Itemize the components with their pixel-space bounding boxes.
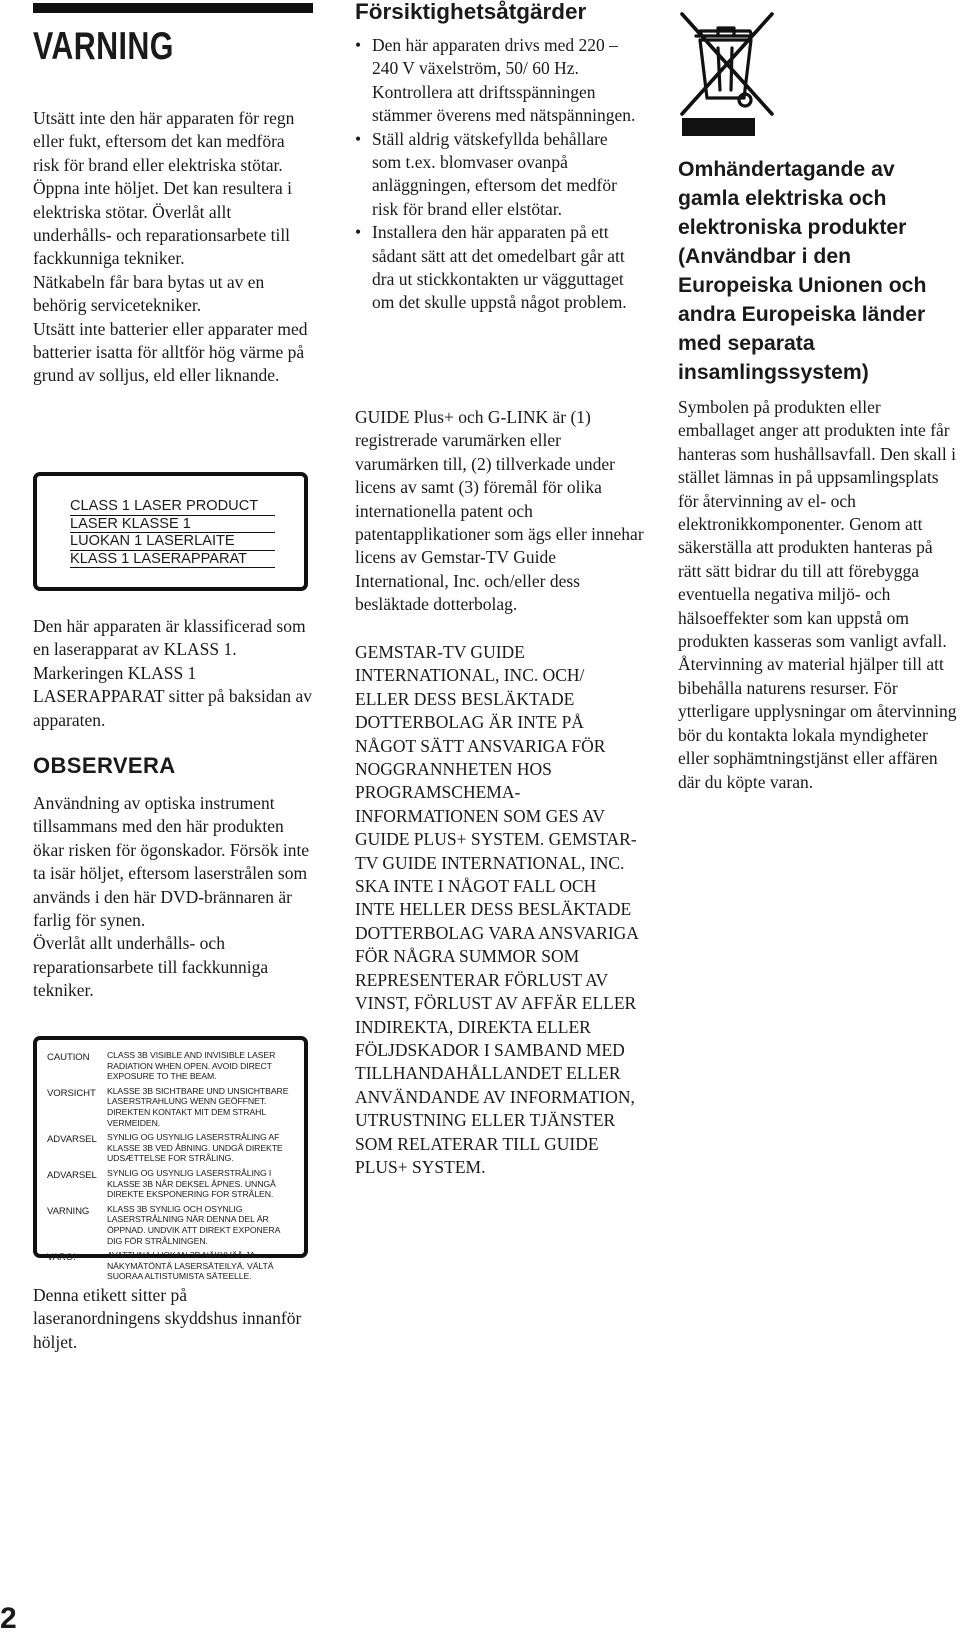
- laser-label-line: LASER KLASSE 1: [70, 516, 275, 534]
- caution-row: [47, 1132, 296, 1168]
- class1-laser-label: [33, 472, 308, 591]
- weee-text: Symbolen på produkten eller emballaget anger att produkten inte får hanteras som hushållsavfall. Den skall i stället lämnas in på uppsamlingsplats för återvinning av el- och elektronikkomponenter. Genom att säkerställa att produkten hanteras på rätt sätt bidrar du till att förebygga eventuella negativa miljö- och hälsoeffekter som kan uppstå om produkten kasseras som vanligt avfall. Återvinning av material hjälper till att bibehålla naturens resurser. För ytterligare upplysningar om återvinning bör du kontakta lokala myndigheter eller sophämtningstjänst eller affären där du köpte varan.: [678, 397, 957, 792]
- precautions-heading: Försiktighetsåtgärder: [355, 0, 587, 24]
- caution-row-text: CLASS 3B VISIBLE AND INVISIBLE LASER RADIATION WHEN OPEN. AVOID DIRECT EXPOSURE TO THE BEAM.: [107, 1050, 276, 1082]
- gemstar-disclaimer: GEMSTAR-TV GUIDE INTERNATIONAL, INC. OCH/ ELLER DESS BESLÄKTADE DOTTERBOLAG ÄR INTE PÅ NÅGOT SÄTT ANSVARIGA FÖR NOGGRANNHETEN HOS PROGRAMSCHEMA-INFORMATIONEN SOM GES AV GUIDE PLUS+ SYSTEM. GEMSTAR-TV GUIDE INTERNATIONAL, INC. SKA INTE I NÅGOT FALL OCH INTE HELLER DESS BESLÄKTADE DOTTERBOLAG VARA ANSVARIGA FÖR NÅGRA SUMMOR SOM REPRESENTERAR FÖRLUST AV VINST, FÖRLUST AV AFFÄR ELLER INDIREKTA, DIREKTA ELLER FÖLJDSKADOR I SAMBAND MED TILLHANDAHÅLLANDET ELLER ANVÄNDANDE AV INFORMATION, UTRUSTNING ELLER TJÄNSTER SOM RELATERAR TILL GUIDE PLUS+ SYSTEM.: [355, 642, 638, 1177]
- caution-row-text: KLASS 3B SYNLIG OCH OSYNLIG LASERSTRÅLNING NÄR DENNA DEL ÄR ÖPPNAD. UNDVIK ATT DIREKT EXPONERA DIG FÖR STRÅLNINGEN.: [107, 1203, 280, 1246]
- bin-underline-bar: [682, 118, 755, 136]
- observera-heading: OBSERVERA: [33, 753, 176, 778]
- caution-row: [47, 1204, 296, 1250]
- warning-text: Utsätt inte den här apparaten för regn eller fukt, eftersom det kan medföra risk för brand eller elektriska stötar. Öppna inte höljet. Det kan resultera i elektriska stötar. Överlåt allt underhålls- och reparationsarbete till fackkunniga tekniker. Nätkabeln får bara bytas ut av en behörig servicetekniker. Utsätt inte batterier eller apparater med batterier isatta för alltför hög värme på grund av solljus, eld eller liknande.: [33, 108, 308, 386]
- caution-row-text: AVATTUNA LUOKAN 3B NÄKYVÄÄ JA NÄKYMÄTÖNTÄ LASERSÄTEILYÄ. VÄLTÄ SUORAA ALTISTUMISTA SÄTEELLE.: [107, 1250, 274, 1282]
- caution-key: VARO!: [47, 1252, 76, 1264]
- observera-text: Användning av optiska instrument tillsammans med den här produkten ökar risken för ögonskador. Försök inte ta isär höljet, eftersom laserstrålen som används i den här DVD-brännaren är farlig för synen. Överlåt allt underhålls- och reparationsarbete till fackkunniga tekniker.: [33, 793, 310, 1001]
- guide-plus-text: GUIDE Plus+ och G-LINK är (1) registrerade varumärken eller varumärken till, (2) tillverkade under licens av samt (3) föremål för olika internationella patent och patentapplikationer som ägs eller innehar licens av Gemstar-TV Guide International, Inc. och/eller dess besläktade dotterbolag.: [355, 407, 644, 615]
- caution-key: ADVARSEL: [47, 1169, 97, 1181]
- page-number: 2: [0, 1602, 17, 1635]
- list-item: • Installera den här apparaten på ett sådant sätt att det omedelbart går att dra ut stickkontakten ur vägguttaget om det skulle uppstå något problem.: [355, 221, 640, 315]
- caution-row: [47, 1050, 296, 1086]
- header-rule: [33, 3, 313, 13]
- caution-location-text: Denna etikett sitter på laseranordningens skyddshus innanför höljet.: [33, 1285, 302, 1352]
- caution-key: VORSICHT: [47, 1087, 96, 1099]
- list-item: • Den här apparaten drivs med 220 – 240 V växelström, 50/ 60 Hz. Kontrollera att driftsspänningen stämmer överens med nätspänningen.: [355, 34, 640, 128]
- caution-row-text: SYNLIG OG USYNLIG LASERSTRÅLING I KLASSE 3B NÅR DEKSEL ÅPNES. UNNGÅ DIREKTE EKSPONERING FOR STRÅLEN.: [107, 1167, 276, 1200]
- caution-key: VARNING: [47, 1205, 90, 1217]
- laser-label-line: KLASS 1 LASERAPPARAT: [70, 551, 275, 569]
- caution-key: ADVARSEL: [47, 1134, 97, 1146]
- caution-row: [47, 1168, 296, 1204]
- laser-label-line: CLASS 1 LASER PRODUCT: [70, 498, 275, 516]
- list-item: • Ställ aldrig vätskefyllda behållare som t.ex. blomvaser ovanpå anläggningen, eftersom det medför risk för brand eller elstötar.: [355, 128, 640, 222]
- warning-heading: VARNING: [33, 25, 174, 68]
- caution-key: CAUTION: [47, 1052, 90, 1063]
- caution-row: [47, 1086, 296, 1132]
- caution-row: [47, 1250, 296, 1286]
- caution-row-text: SYNLIG OG USYNLIG LASERSTRÅLING AF KLASSE 3B VED ÅBNING. UNDGÅ DIREKTE UDSÆTTELSE FOR STRÅLING.: [107, 1132, 283, 1164]
- laser-label-line: LUOKAN 1 LASERLAITE: [70, 533, 275, 551]
- precautions-list: [355, 34, 640, 315]
- laser-class-text: Den här apparaten är klassificerad som en laserapparat av KLASS 1. Markeringen KLASS 1 LASERAPPARAT sitter på baksidan av apparaten.: [33, 616, 313, 730]
- caution-row-text: KLASSE 3B SICHTBARE UND UNSICHTBARE LASERSTRAHLUNG WENN GEÖFFNET. DIREKTEN KONTAKT MIT DEM STRAHL VERMEIDEN.: [107, 1085, 289, 1128]
- weee-heading: Omhändertagande av gamla elektriska och elektroniska produkter (Användbar i den Europeiska Unionen och andra Europeiska länder med separata insamlingssystem): [678, 158, 927, 384]
- caution-label: [33, 1036, 308, 1282]
